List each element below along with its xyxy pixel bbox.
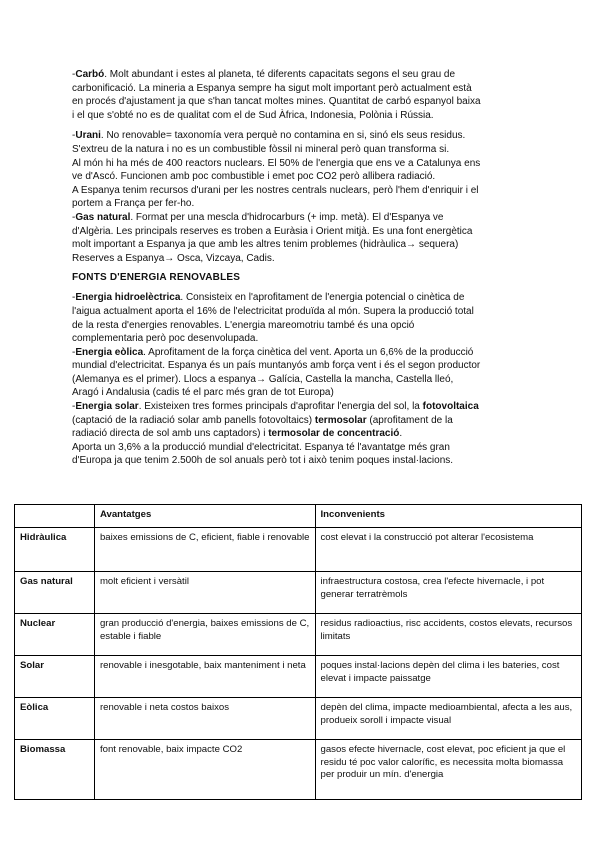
row-energy-name: Solar	[15, 656, 95, 698]
row-disadvantages: infraestructura costosa, crea l'efecte hivernacle, i pot generar terratrèmols	[315, 572, 582, 614]
row-energy-name: Gas natural	[15, 572, 95, 614]
row-advantages: renovable i neta costos baixos	[94, 698, 315, 740]
coal-term: Carbó	[75, 69, 105, 80]
row-energy-name: Biomassa	[15, 740, 95, 800]
document-body	[72, 68, 530, 475]
row-advantages: renovable i inesgotable, baix manteniment i neta	[94, 656, 315, 698]
wind-paragraph: -Energia eòlica. Aprofitament de la força cinètica del vent. Aporta un 6,6% de la producció mundial d'electricitat. Espanya és un país muntanyós amb força vent i és el segon productor (Alemanya es el primer). Llocs a espanya→ Galícia, Castella la mancha, Castella lleó, Aragó i Andalusia (cadis té el parc més gran de tot Europa)	[72, 346, 481, 399]
uranium-term: Urani	[75, 130, 101, 142]
header-disadvantages: Inconvenients	[315, 505, 582, 528]
header-empty	[15, 505, 95, 528]
concentration-term: termosolar de concentració	[268, 428, 400, 440]
table-row	[15, 614, 582, 656]
hydro-term: Energia hidroelèctrica	[75, 292, 181, 304]
row-advantages: molt eficient i versàtil	[94, 572, 315, 614]
row-advantages: gran producció d'energia, baixes emissions de C, estable i fiable	[94, 614, 315, 656]
row-energy-name: Nuclear	[15, 614, 95, 656]
row-disadvantages: depèn del clima, impacte medioambiental, afecta a les aus, produeix soroll i impacte visual	[315, 698, 582, 740]
table-header-row	[15, 505, 582, 528]
table-row	[15, 698, 582, 740]
thermosolar-term: termosolar	[314, 414, 367, 426]
renewables-heading: FONTS D'ENERGIA RENOVABLES	[72, 272, 241, 284]
coal-paragraph: -Carbó. Molt abundant i estes al planeta, té diferents capacitats segons el seu grau de carbonificació. La mineria a Espanya sempre ha sigut molt important però actualment està en procés d'ajustament ja que s'han tancat moltes mines. Quantitat de carbó espanyol baixa i el que s'obté no es de qualitat com el de Sud Àfrica, Indonesia, Polònia i Rússia.	[72, 69, 481, 121]
solar-paragraph: -Energia solar. Existeixen tres formes principals d'aprofitar l'energia del sol, la fotovoltaica (captació de la radiació solar amb panells fotovoltaics) termosolar (aprofitament de la radiació directa de sol amb uns captadors) i termosolar de concentració. Aporta un 3,6% a la producció mundial d'electricitat. Espanya té l'avantatge més gran d'Europa ja que tenim 2.500h de sol anuals però tot i això tenim poques instal·lacions.	[72, 401, 479, 467]
table-row	[15, 528, 582, 572]
row-advantages: font renovable, baix impacte CO2	[94, 740, 315, 800]
table-row	[15, 656, 582, 698]
wind-term: Energia eòlica	[75, 346, 144, 358]
uranium-paragraph: -Urani. No renovable= taxonomía vera perquè no contamina en si, sinó els seus residus. S'extreu de la natura i no es un combustible fòssil ni mineral però quan transforma si. Al món hi ha més de 400 reactors nuclears. El 50% de l'energia que ens ve a Catalunya ens ve d'Ascó. Funcionen amb poc combustible i emet poc CO2 però allibera radiació. A Espanya tenim recursos d'urani per les nostres centrals nuclears, però l'hem d'enriquir i el portem a França per fer-ho.	[72, 130, 481, 210]
header-advantages: Avantatges	[94, 505, 315, 528]
photovoltaic-term: fotovoltaica	[422, 401, 479, 413]
gas-term: Gas natural	[75, 211, 131, 223]
row-disadvantages: gasos efecte hivernacle, cost elevat, poc eficient ja que el residu té poc valor calorífic, es necessita molta biomassa per produir un mín. d'energia	[315, 740, 582, 800]
row-advantages: baixes emissions de C, eficient, fiable i renovable	[94, 528, 315, 572]
row-energy-name: Eòlica	[15, 698, 95, 740]
row-disadvantages: poques instal·lacions depèn del clima i les bateries, cost elevat i impacte paissatge	[315, 656, 582, 698]
row-disadvantages: residus radioactius, risc accidents, costos elevats, recursos limitats	[315, 614, 582, 656]
row-energy-name: Hidràulica	[15, 528, 95, 572]
energy-comparison-table	[14, 504, 582, 800]
hydro-paragraph: -Energia hidroelèctrica. Consisteix en l'aprofitament de l'energia potencial o cinètica de l'aigua actualment aporta el 16% de l'electricitat produïda al món. Supera la producció total de la resta d'energies renovables. L'energia mareomotriu també és una opció complementaria però poc desenvolupada.	[72, 292, 474, 345]
row-disadvantages: cost elevat i la construcció pot alterar l'ecosistema	[315, 528, 582, 572]
table-row	[15, 740, 582, 800]
solar-term: Energia solar	[75, 401, 139, 413]
gas-paragraph: -Gas natural. Format per una mescla d'hidrocarburs (+ imp. metà). El d'Espanya ve d'Algèria. Les principals reserves es troben a Euràsia i Orient mitjà. Es una font energètica molt important a Espanya ja que amb les altres tenim problemes (hidràulica→ sequera) Reserves a Espanya→ Osca, Vizcaya, Cadis.	[72, 211, 473, 264]
table-row	[15, 572, 582, 614]
